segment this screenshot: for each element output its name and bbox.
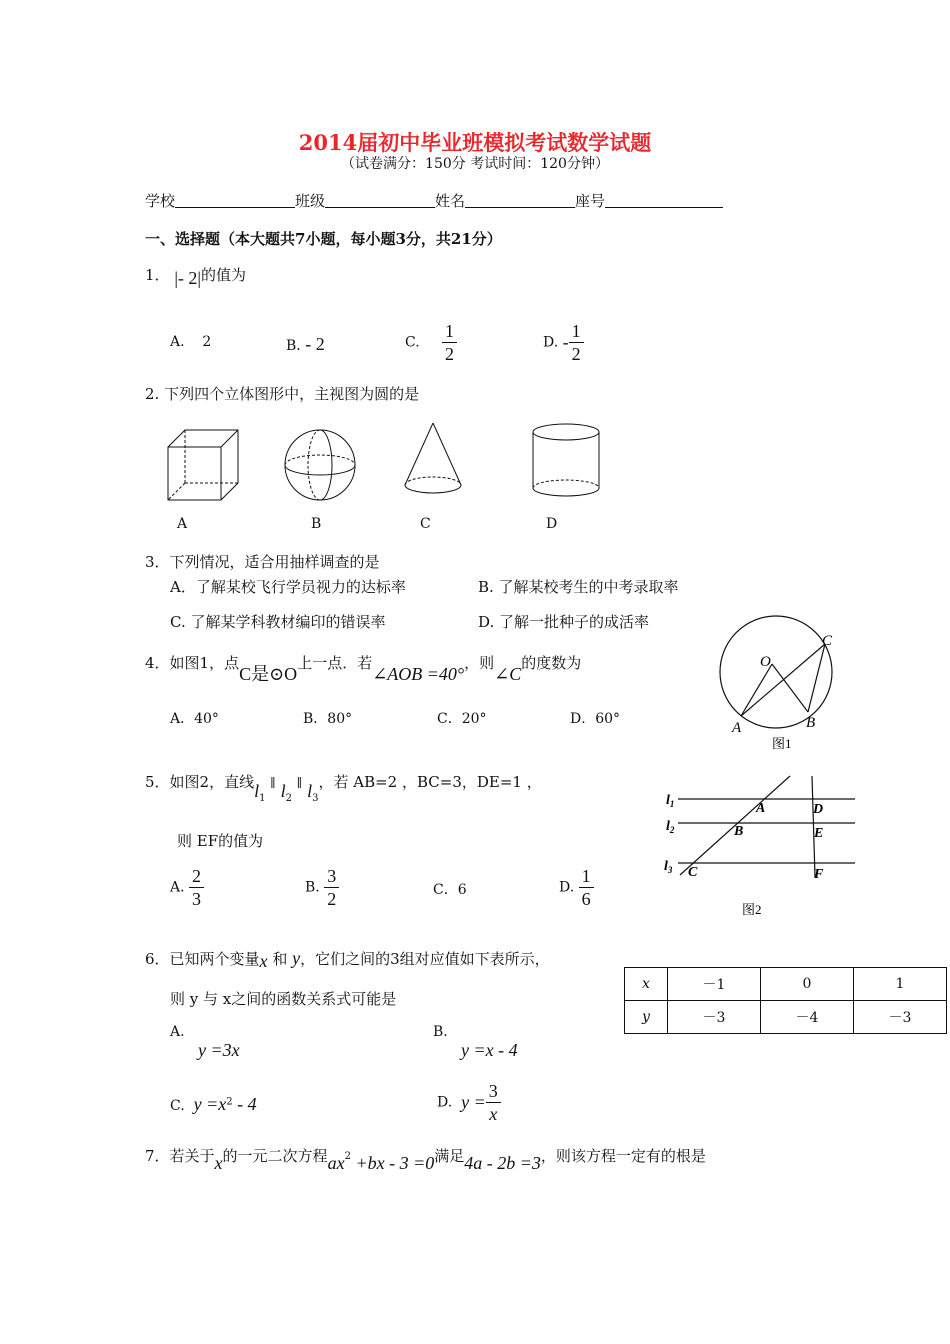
q4-option-a[interactable]: A．40° [170,711,219,727]
seat-blank[interactable] [605,193,723,208]
q1-option-a[interactable]: A. 2 [170,334,212,350]
table-row [625,968,947,1001]
page-title: 2014届初中毕业班模拟考试数学试题 [298,130,652,155]
q3-option-a[interactable]: A．了解某校飞行学员视力的达标率 [170,578,406,596]
q6-prompt: 则 y 与 x之间的函数关系式可能是 [170,990,397,1008]
q1-option-c[interactable]: C. $\frac{1}{2}$ [405,320,457,365]
section-heading: 一、选择题（本大题共7小题，每小题3分，共21分） [145,230,502,248]
q4-option-d[interactable]: D．60° [570,711,621,727]
fig2-label-l3: $l_3$ [664,859,673,875]
name-label: 姓名 [435,192,466,210]
q1-number: 1． [145,266,170,284]
exam-info: （试卷满分：150分 考试时间：120分钟） [341,156,609,172]
q2-label-d[interactable]: D [546,516,558,532]
fig1-label-c: C [822,633,833,649]
fig1-caption: 图1 [772,736,792,751]
cube-figure [168,430,238,500]
q1-text: 的值为 [201,266,247,284]
fig2-label-a: A [756,801,766,816]
q5-prompt: 则 EF的值为 [177,832,264,850]
fig2-label-b: B [734,824,744,839]
question-1 [145,264,246,289]
q2-label-c[interactable]: C [420,516,431,532]
q6-option-b[interactable]: B. y =x - 4 [433,1024,518,1060]
q6-option-a[interactable]: A. y =3x [170,1024,240,1060]
table-cell: y [625,1001,668,1034]
fig2-label-c: C [688,865,698,880]
question-4: 4．如图1，点C是⊙O上一点．若∠AOB =40°，则∠C的度数为 [145,654,582,684]
figure-2 [660,770,860,920]
q5-option-a[interactable]: A. $\frac{2}{3}$ [170,865,204,910]
fig1-label-b: B [806,715,816,731]
school-blank[interactable] [175,193,295,208]
q4-option-c[interactable]: C．20° [437,711,487,727]
fig2-label-e: E [814,826,824,841]
question-3: 3．下列情况，适合用抽样调查的是 [145,553,380,571]
school-label: 学校 [145,192,176,210]
table-cell: －1 [668,968,761,1001]
fig2-caption: 图2 [742,902,762,917]
q5-option-d[interactable]: D. $\frac{1}{6}$ [559,865,594,910]
fig2-label-f: F [814,867,824,882]
seat-label: 座号 [575,192,606,210]
class-blank[interactable] [325,193,435,208]
q3-option-b[interactable]: B. 了解某校考生的中考录取率 [478,578,679,596]
q3-option-d[interactable]: D. 了解一批种子的成活率 [478,613,650,631]
fig2-label-l2: $l_2$ [666,819,675,835]
q1-option-b[interactable]: B. - 2 [286,334,325,354]
q5-option-b[interactable]: B. $\frac{3}{2}$ [305,865,339,910]
question-2: 2. 下列四个立体图形中，主视图为圆的是 [145,385,420,403]
class-label: 班级 [295,192,326,210]
q3-option-c[interactable]: C. 了解某学科教材编印的错误率 [170,613,386,631]
name-blank[interactable] [465,193,575,208]
q1-option-d[interactable]: D. - $\frac{1}{2}$ [543,320,584,365]
table-row [625,1001,947,1034]
q4-option-b[interactable]: B．80° [303,711,353,727]
table-cell: 0 [761,968,854,1001]
q2-label-b[interactable]: B [311,516,322,532]
table-cell: －3 [854,1001,947,1034]
q6-option-d[interactable]: D. y = $\frac{3}{x}$ [437,1080,501,1125]
fig1-label-o: O [760,654,771,670]
q1-expression: |- 2| [174,268,202,288]
table-cell: 1 [854,968,947,1001]
student-info-line [145,190,723,211]
q5-option-c[interactable]: C．6 [433,882,467,898]
cylinder-figure [533,424,599,496]
table-cell: －3 [668,1001,761,1034]
q6-option-c[interactable]: C. $y =x^2 - 4$ [170,1094,257,1114]
question-5: 5．如图2，直线$l_1$ ∥ $l_2$ ∥ $l_3$，若 AB=2 ，BC=3，DE=1 ， [145,773,542,804]
question-7: 7．若关于x的一元二次方程$ax^2 +bx - 3 =0$满足4a - 2b =3，则该方程一定有的根是 [145,1147,706,1173]
value-table [624,967,947,1034]
table-cell: x [625,968,668,1001]
fig2-label-l1: $l_1$ [666,793,675,809]
fig2-label-d: D [813,802,824,817]
figure-1 [712,608,852,758]
q2-label-a[interactable]: A [177,516,188,532]
sphere-figure [285,430,355,500]
question-6: 6．已知两个变量x 和 y，它们之间的3组对应值如下表所示， [145,948,550,971]
fig1-label-a: A [732,720,742,736]
table-cell: －4 [761,1001,854,1034]
cone-figure [405,423,461,493]
